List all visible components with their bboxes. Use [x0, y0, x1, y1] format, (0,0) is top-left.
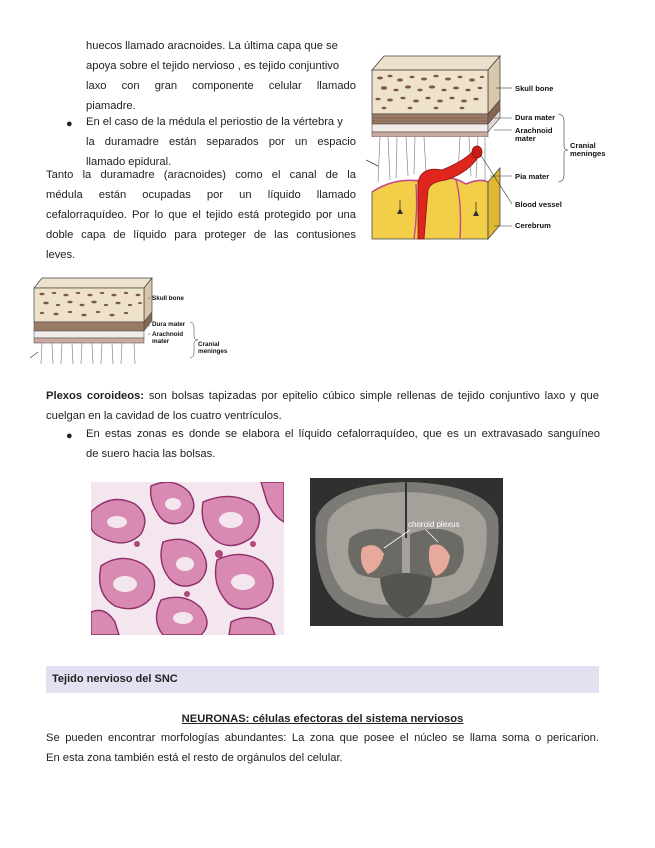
text-line: En esta zona también está el resto de orgánulos del celular. — [46, 752, 343, 764]
meninges-figure — [366, 42, 616, 247]
label-cranial-meninges-small: Cranial meninges — [198, 341, 228, 355]
label-cerebrum: Cerebrum — [515, 221, 551, 230]
paragraph-aracnoides-cont — [86, 36, 356, 116]
paragraph-cefalorraquideo — [46, 165, 356, 265]
brain-section-photo — [310, 478, 503, 626]
bullet-epidural — [86, 112, 356, 172]
label-pia-mater: Pia mater — [515, 172, 550, 181]
text-line: apoya sobre el tejido nervioso , es tejido conjuntivo — [86, 60, 340, 72]
paragraph-neuronas — [46, 728, 599, 768]
section-header-bar — [46, 666, 599, 693]
text-line — [46, 386, 599, 406]
label-skull-bone-small: Skull bone — [152, 295, 184, 302]
label-arachnoid-mater: Arachnoid mater — [515, 126, 553, 143]
text-line: llamado epidural. — [86, 156, 172, 168]
text-line: huecos llamado aracnoides. La última capa que se — [86, 40, 338, 52]
text-line: doble capa de líquido para proteger de las contusiones — [46, 229, 356, 241]
label-cranial-meninges: Cranial meninges — [570, 141, 606, 158]
bullet-marker: ● — [66, 118, 73, 130]
label-dura-mater: Dura mater — [515, 113, 556, 122]
plexos-title: Plexos coroideos: — [46, 390, 145, 402]
histology-image — [91, 482, 284, 635]
bullet-marker: ● — [66, 430, 73, 442]
text-line: leves. — [46, 249, 76, 261]
neuronas-heading: NEURONAS: células efectoras del sistema nerviosos — [181, 713, 464, 725]
text-line: En estas zonas es donde se elabora el líquido cefalorraquídeo, que es un extravasado sanguíneo — [86, 428, 600, 440]
section-title: Tejido nervioso del SNC — [52, 673, 178, 685]
label-blood-vessel: Blood vessel — [515, 200, 562, 209]
label-skull-bone: Skull bone — [515, 84, 554, 93]
brain-section-image — [310, 478, 503, 626]
label-choroid-plexus: choroid plexus — [408, 520, 460, 529]
text-line: médula están ocupadas por un líquido llamado — [46, 189, 356, 201]
histology-micrograph — [91, 482, 284, 635]
text-line: piamadre. — [86, 100, 136, 112]
text-line: de suero hacia las bolsas. — [86, 448, 216, 460]
text-line: Tanto la duramadre (aracnoides) como el canal de la — [46, 169, 356, 181]
text-line: En el caso de la médula el periostio de la vértebra y — [86, 116, 343, 128]
plexos-text: son bolsas tapizadas por epitelio cúbico simple rellenas de tejido conjuntivo laxo y que — [148, 390, 599, 402]
label-arachnoid-mater-small: Arachnoid mater — [152, 331, 184, 345]
paragraph-plexos — [46, 386, 599, 426]
meninges-figure-small — [30, 272, 245, 364]
label-dura-mater-small: Dura mater — [152, 321, 186, 328]
text-line: cefalorraquídeo. Por lo que el tejido está protegido por una — [46, 209, 356, 221]
text-line: laxo con gran componente celular llamado — [86, 80, 356, 92]
text-line: cuelgan en la cavidad de los cuatro ventrículos. — [46, 410, 282, 422]
text-line: la duramadre están separados por un espacio — [86, 136, 356, 148]
text-line: Se pueden encontrar morfologías abundantes: La zona que posee el núcleo se llama soma o pericarion. — [46, 732, 599, 744]
bullet-liquido — [86, 424, 600, 464]
